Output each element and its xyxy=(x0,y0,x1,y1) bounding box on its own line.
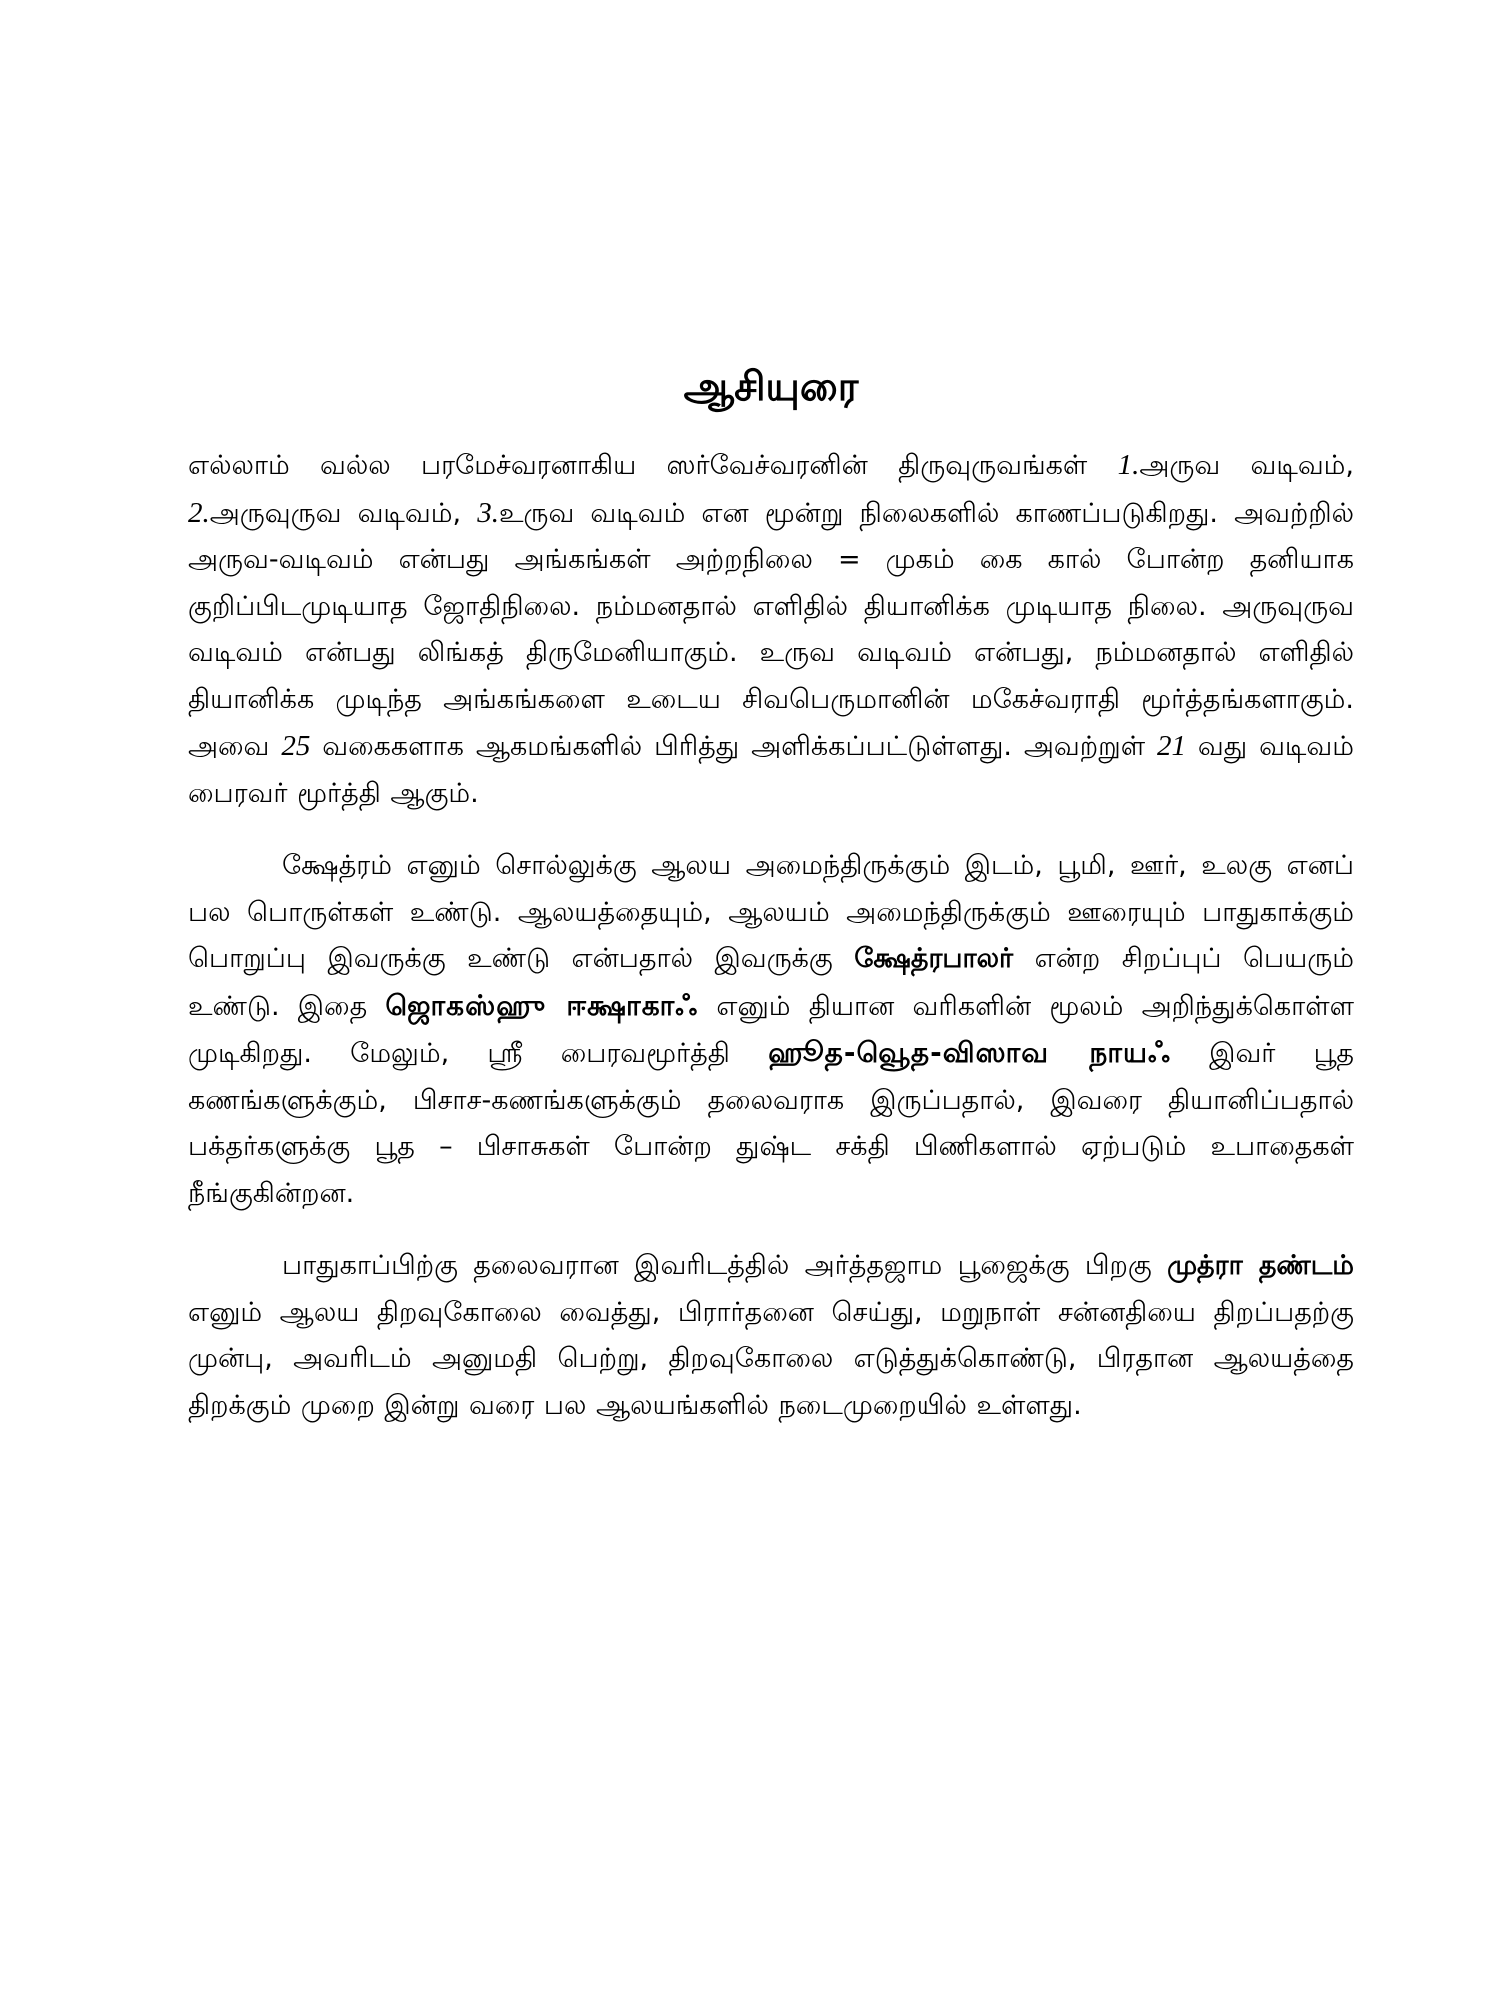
paragraph-2-text-2: என்ற சிறப்புப் பெயரும் உண்டு. இதை xyxy=(188,943,1354,1022)
paragraph-3-text-2: எனும் ஆலய திறவுகோலை வைத்து, பிரார்தனை செய்து, மறுநாள் சன்னதியை திறப்பதற்கு முன்பு, அவரிடம் அனுமதி பெற்று, திறவுகோலை எடுத்துக்கொண்டு, பிரதான ஆலயத்தை திறக்கும் முறை இன்று வரை பல ஆலயங்களில் நடைமுறையில் உள்ளது. xyxy=(188,1296,1354,1421)
paragraph-1-text-1: எல்லாம் வல்ல பரமேச்வரனாகிய ஸர்வேச்வரனின் திருவுருவங்கள் xyxy=(188,450,1118,481)
paragraph-2-text-4: இவர் பூத கணங்களுக்கும், பிசாச-கணங்களுக்கும் தலைவராக இருப்பதால், இவரை தியானிப்பதால் பக்தர்களுக்கு பூத – பிசாசுகள் போன்ற துஷ்ட சக்தி பிணிகளால் ஏற்படும் உபாதைகள் நீங்குகின்றன. xyxy=(188,1038,1355,1209)
paragraph-1-text-3: அருவுருவ வடிவம், xyxy=(209,497,478,529)
mudra-dandam-term: முத்ரா தண்டம் xyxy=(1167,1250,1354,1281)
number-3: 3. xyxy=(477,496,499,529)
paragraph-1-text-6: வது வடிவம் பைரவர் மூர்த்தி ஆகும். xyxy=(188,731,1354,809)
paragraph-3 xyxy=(188,1243,1354,1429)
sanskrit-phrase-1: ஜொகஸ்ஹு ஈக்ஷாகாஃ xyxy=(385,988,699,1022)
paragraph-1-text-2: அருவ வடிவம், xyxy=(1139,450,1354,481)
sanskrit-phrase-2: ஹூத-வெூத-விஸாவ நாயஃ xyxy=(768,1036,1171,1069)
number-25: 25 xyxy=(281,730,311,762)
paragraph-2-text-1: க்ஷேத்ரம் எனும் சொல்லுக்கு ஆலய அமைந்திருக்கும் இடம், பூமி, ஊர், உலகு எனப் பல பொருள்கள் உண்டு. ஆலயத்தையும், ஆலயம் அமைந்திருக்கும் ஊரையும் பாதுகாக்கும் பொறுப்பு இவருக்கு உண்டு என்பதால் இவருக்கு xyxy=(188,850,1354,974)
paragraph-1 xyxy=(188,442,1354,817)
paragraph-3-text-1: பாதுகாப்பிற்கு தலைவரான இவரிடத்தில் அர்த்தஜாம பூஜைக்கு பிறகு xyxy=(282,1250,1168,1281)
paragraph-1-text-5: வகைகளாக ஆகமங்களில் பிரித்து அளிக்கப்பட்டுள்ளது. அவற்றுள் xyxy=(310,731,1157,762)
number-21: 21 xyxy=(1156,730,1186,762)
paragraph-1-text-4: உருவ வடிவம் என மூன்று நிலைகளில் காணப்படுகிறது. அவற்றில் அருவ-வடிவம் என்பது அங்கங்கள் அற்றநிலை = முகம் கை கால் போன்ற தனியாக குறிப்பிடமுடியாத ஜோதிநிலை. நம்மனதால் எளிதில் தியானிக்க முடியாத நிலை. அருவுருவ வடிவம் என்பது லிங்கத் திருமேனியாகும். உருவ வடிவம் என்பது, நம்மனதால் எளிதில் தியானிக்க முடிந்த அங்கங்களை உடைய சிவபெருமானின் மகேச்வராதி மூர்த்தங்களாகும். அவை xyxy=(188,497,1354,762)
number-1: 1. xyxy=(1117,449,1140,481)
document-page xyxy=(188,358,1354,1429)
paragraph-2 xyxy=(188,843,1354,1217)
kshetrapalar-term: க்ஷேத்ரபாலர் xyxy=(854,943,1014,974)
paragraph-2-text-3: எனும் தியான வரிகளின் மூலம் அறிந்துக்கொள்ள முடிகிறது. மேலும், ஸ்ரீ பைரவமூர்த்தி xyxy=(188,990,1354,1069)
number-2: 2. xyxy=(188,496,210,529)
page-title: ஆசியுரை xyxy=(683,364,859,410)
